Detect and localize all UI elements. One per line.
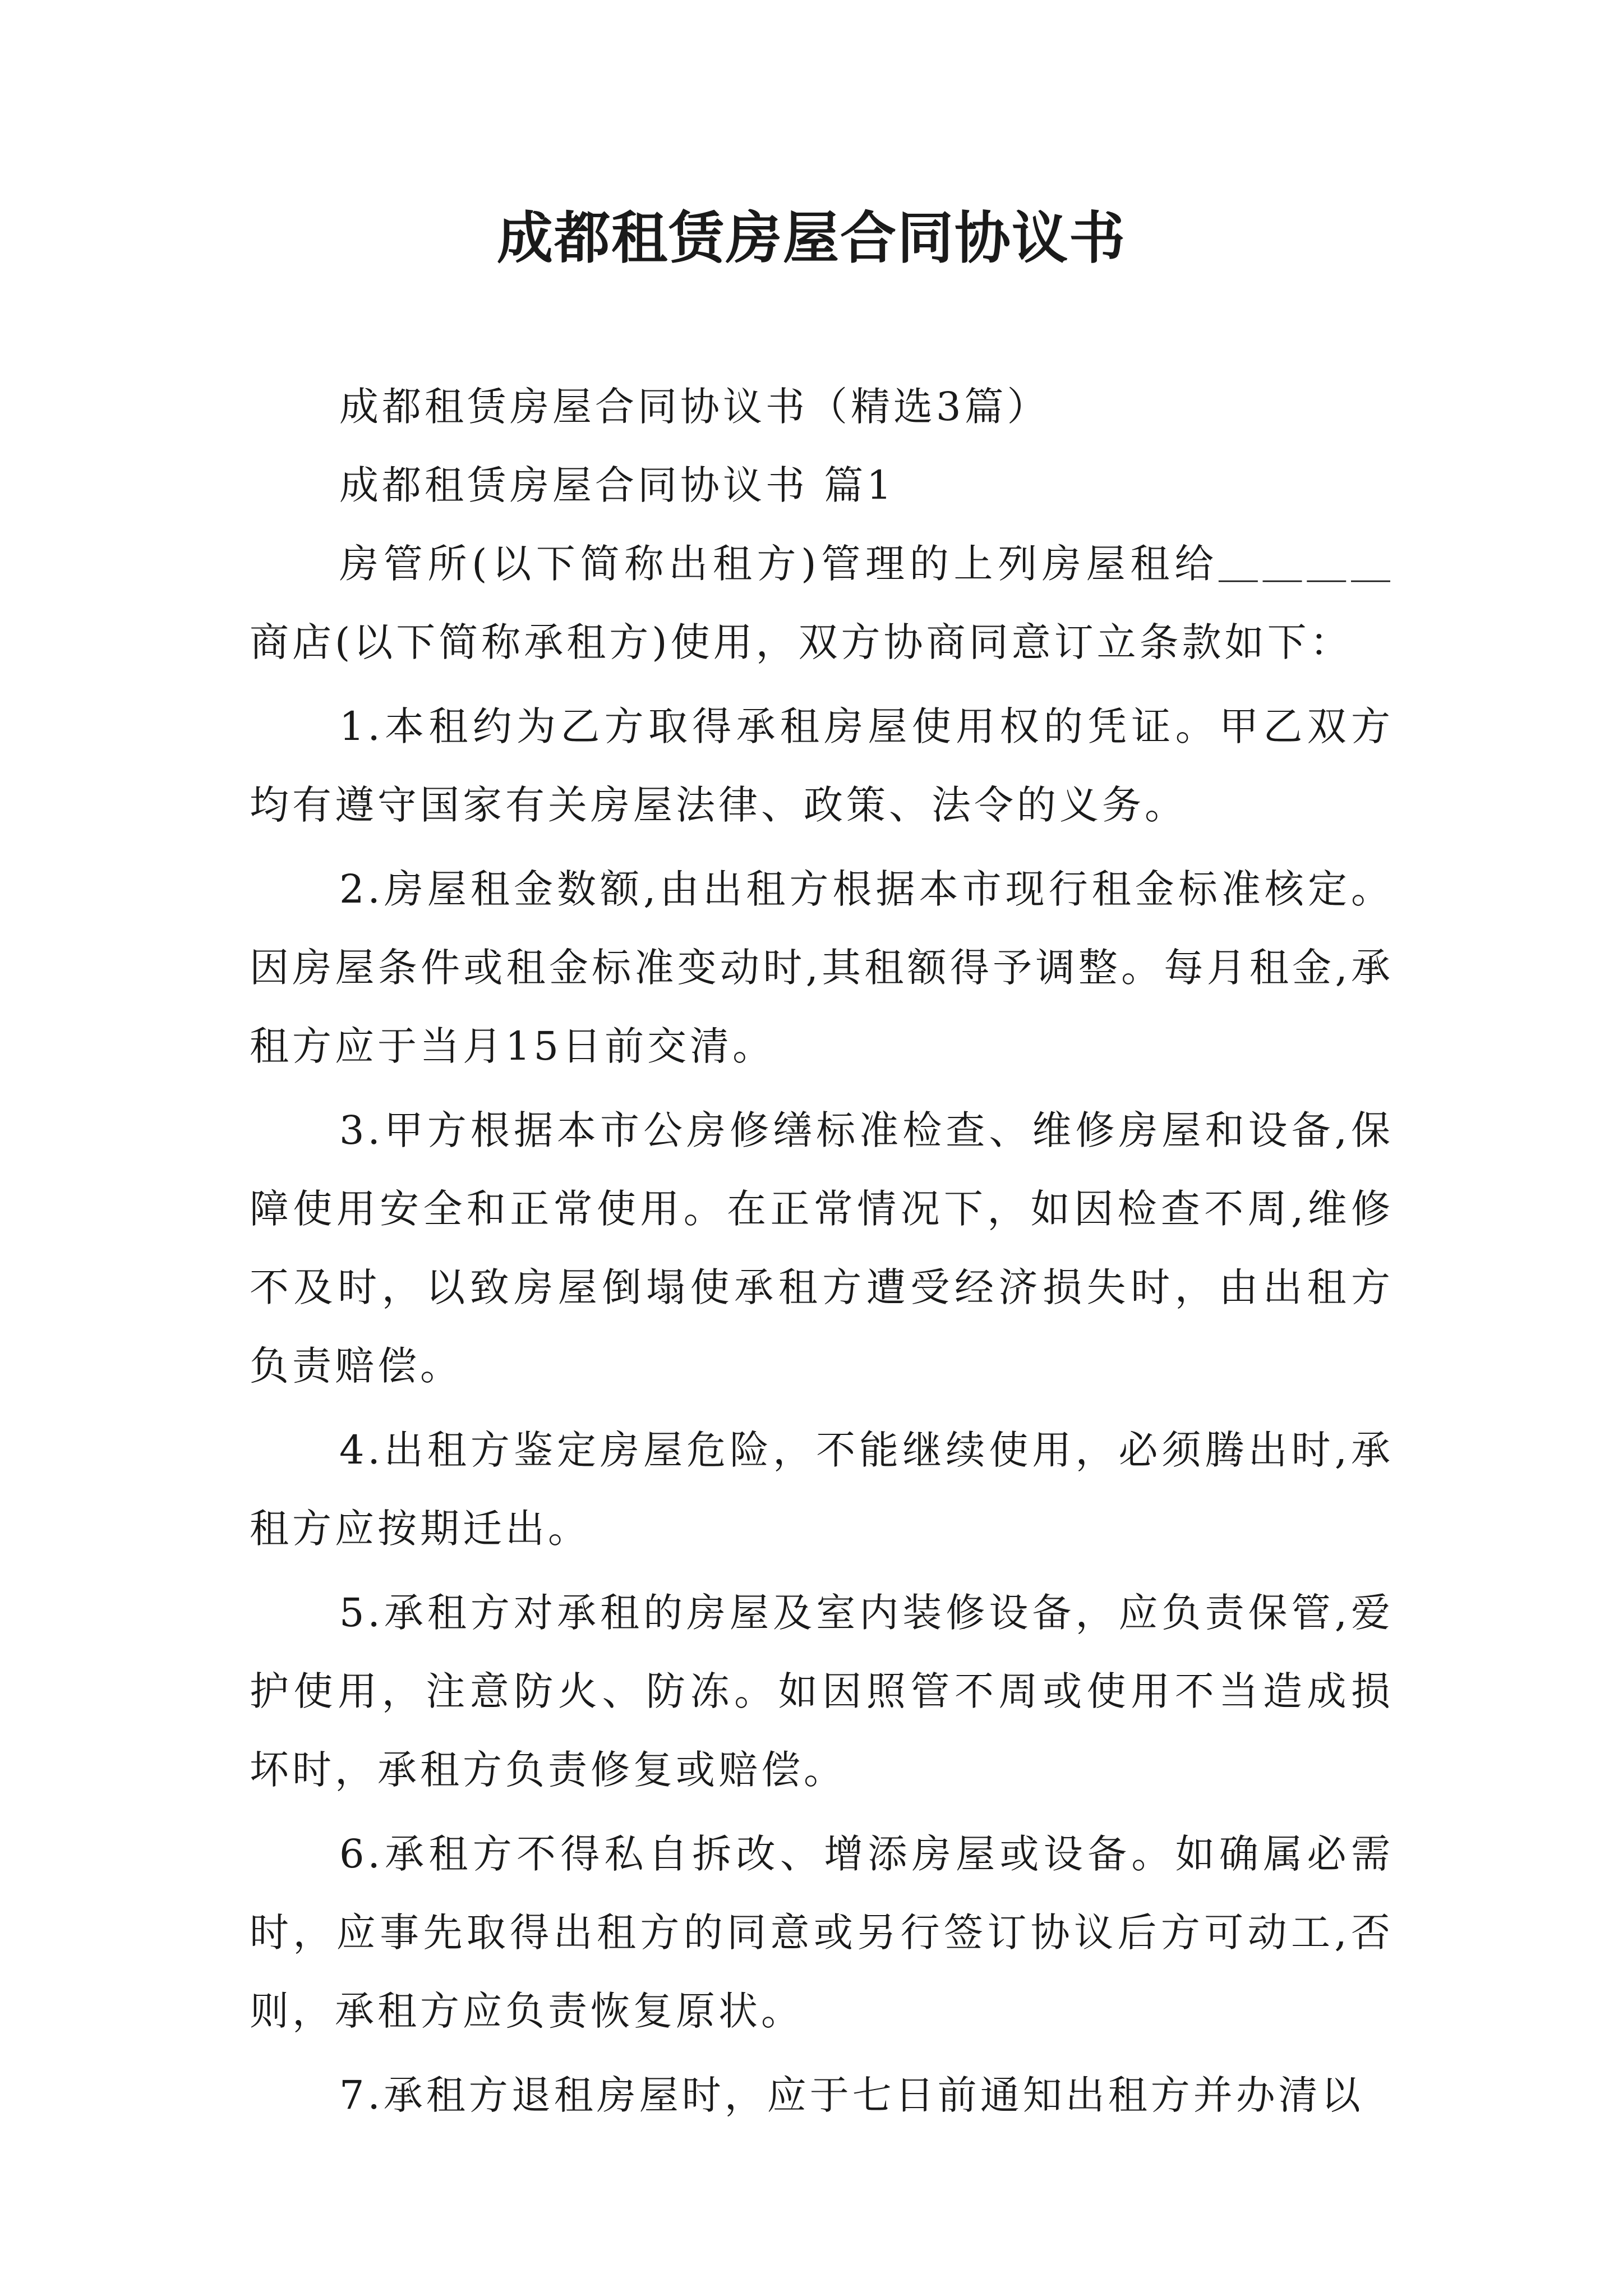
clause-2: 2.房屋租金数额,由出租方根据本市现行租金标准核定。因房屋条件或租金标准变动时,其租额得予调整。每月租金,承租方应于当月15日前交清。 — [250, 866, 1394, 1069]
clause-6: 6.承租方不得私自拆改、增添房屋或设备。如确属必需时，应事先取得出租方的同意或另行签订协议后方可动工,否则，承租方应负责恢复原状。 — [250, 1831, 1394, 2034]
document-body — [250, 367, 1394, 2140]
intro-paragraph: 房管所(以下简称出租方)管理的上列房屋租给＿＿＿＿商店(以下简称承租方)使用，双方协商同意订立条款如下： — [250, 541, 1394, 665]
document-title: 成都租赁房屋合同协议书 — [497, 205, 1126, 271]
clause-1: 1.本租约为乙方取得承租房屋使用权的凭证。甲乙双方均有遵守国家有关房屋法律、政策、法令的义务。 — [250, 703, 1394, 828]
clause-3: 3.甲方根据本市公房修缮标准检查、维修房屋和设备,保障使用安全和正常使用。在正常情况下，如因检查不周,维修不及时，以致房屋倒塌使承租方遭受经济损失时，由出租方负责赔偿。 — [250, 1107, 1394, 1389]
clause-5: 5.承租方对承租的房屋及室内装修设备，应负责保管,爱护使用，注意防火、防冻。如因照管不周或使用不当造成损坏时，承租方负责修复或赔偿。 — [250, 1590, 1394, 1793]
clause-4: 4.出租方鉴定房屋危险，不能继续使用，必须腾出时,承租方应按期迁出。 — [250, 1427, 1394, 1552]
collection-heading: 成都租赁房屋合同协议书（精选3篇） — [339, 384, 1050, 430]
clause-7: 7.承租方退租房屋时，应于七日前通知出租方并办清以 — [339, 2072, 1364, 2118]
section-heading: 成都租赁房屋合同协议书 篇1 — [339, 462, 895, 508]
